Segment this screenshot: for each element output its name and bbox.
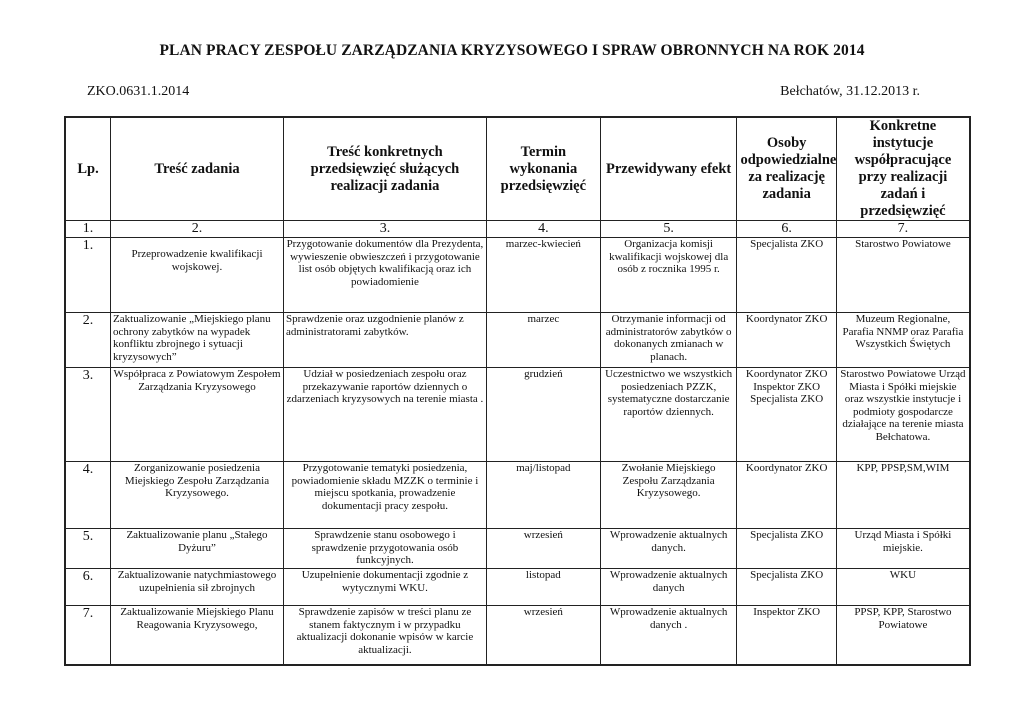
row-term: listopad [486, 569, 600, 606]
row-lp: 5. [65, 529, 111, 569]
row-effect: Organizacja komisji kwalifikacji wojskowej dla osób z rocznika 1995 r. [600, 238, 737, 313]
header-effect: Przewidywany efekt [600, 117, 737, 221]
header-institutions: Konkretne instytucje współpracujące przy realizacji zadań i przedsięwzięć [836, 117, 970, 221]
column-number: 5. [600, 221, 737, 238]
row-effect: Wprowadzenie aktualnych danych . [600, 606, 737, 666]
table-row [65, 462, 970, 529]
row-term: maj/listopad [486, 462, 600, 529]
column-number: 4. [486, 221, 600, 238]
row-effect: Zwołanie Miejskiego Zespołu Zarządzania Kryzysowego. [600, 462, 737, 529]
row-lp: 3. [65, 368, 111, 462]
row-term: marzec-kwiecień [486, 238, 600, 313]
row-actions: Przygotowanie dokumentów dla Prezydenta, wywieszenie obwieszczeń i przygotowanie list osób objętych kwalifikacją oraz ich powiadomienie [283, 238, 486, 313]
column-number: 6. [737, 221, 836, 238]
row-institutions: KPP, PPSP,SM,WIM [836, 462, 970, 529]
row-task: Przeprowadzenie kwalifikacji wojskowej. [111, 238, 284, 313]
table-row [65, 569, 970, 606]
document-title: PLAN PRACY ZESPOŁU ZARZĄDZANIA KRYZYSOWEGO I SPRAW OBRONNYCH NA ROK 2014 [159, 42, 865, 59]
row-task: Zaktualizowanie Miejskiego Planu Reagowania Kryzysowego, [111, 606, 284, 666]
row-actions: Sprawdzenie stanu osobowego i sprawdzenie przygotowania osób funkcyjnych. [283, 529, 486, 569]
table-row [65, 606, 970, 666]
place-date: Bełchatów, 31.12.2013 r. [780, 84, 920, 99]
row-effect: Wprowadzenie aktualnych danych. [600, 529, 737, 569]
header-row [65, 117, 970, 221]
row-lp: 4. [65, 462, 111, 529]
row-persons: Koordynator ZKO [737, 462, 836, 529]
work-plan-table [64, 116, 971, 666]
row-institutions: Urząd Miasta i Spółki miejskie. [836, 529, 970, 569]
row-effect: Otrzymanie informacji od administratorów zabytków o dokonanych zmianach w planach. [600, 313, 737, 368]
header-term: Termin wykonania przedsięwzięć [486, 117, 600, 221]
row-task: Zaktualizowanie „Miejskiego planu ochrony zabytków na wypadek konfliktu zbrojnego i sytuacji kryzysowych” [111, 313, 284, 368]
row-lp: 1. [65, 238, 111, 313]
row-actions: Sprawdzenie zapisów w treści planu ze stanem faktycznym i w przypadku aktualizacji dokonanie wpisów w karcie aktualizacji. [283, 606, 486, 666]
row-persons: Specjalista ZKO [737, 529, 836, 569]
row-effect: Uczestnictwo we wszystkich posiedzeniach PZZK, systematyczne dostarczanie raportów dziennych. [600, 368, 737, 462]
row-lp: 2. [65, 313, 111, 368]
row-task: Zorganizowanie posiedzenia Miejskiego Zespołu Zarządzania Kryzysowego. [111, 462, 284, 529]
row-institutions: WKU [836, 569, 970, 606]
row-term: marzec [486, 313, 600, 368]
document-reference: ZKO.0631.1.2014 [87, 84, 190, 99]
row-lp: 7. [65, 606, 111, 666]
row-persons: Koordynator ZKO [737, 313, 836, 368]
header-lp: Lp. [65, 117, 111, 221]
row-term: grudzień [486, 368, 600, 462]
row-institutions: Muzeum Regionalne, Parafia NNMP oraz Parafia Wszystkich Świętych [836, 313, 970, 368]
table-row [65, 313, 970, 368]
row-task: Współpraca z Powiatowym Zespołem Zarządzania Kryzysowego [111, 368, 284, 462]
column-number: 1. [65, 221, 111, 238]
row-task: Zaktualizowanie natychmiastowego uzupełnienia sił zbrojnych [111, 569, 284, 606]
header-task: Treść zadania [111, 117, 284, 221]
row-actions: Udział w posiedzeniach zespołu oraz przekazywanie raportów dziennych o zdarzeniach kryzysowych na terenie miasta . [283, 368, 486, 462]
table-row [65, 529, 970, 569]
row-task: Zaktualizowanie planu „Stałego Dyżuru” [111, 529, 284, 569]
row-persons: Specjalista ZKO [737, 569, 836, 606]
row-institutions: PPSP, KPP, Starostwo Powiatowe [836, 606, 970, 666]
row-actions: Przygotowanie tematyki posiedzenia, powiadomienie składu MZZK o terminie i miejscu spotkania, prowadzenie dokumentacji pracy zespołu. [283, 462, 486, 529]
row-term: wrzesień [486, 529, 600, 569]
header-actions: Treść konkretnych przedsięwzięć służących realizacji zadania [283, 117, 486, 221]
row-actions: Sprawdzenie oraz uzgodnienie planów z administratorami zabytków. [283, 313, 486, 368]
row-institutions: Starostwo Powiatowe [836, 238, 970, 313]
row-institutions: Starostwo Powiatowe Urząd Miasta i Spółki miejskie oraz wszystkie instytucje i podmioty gospodarcze działające na terenie miasta Bełchatowa. [836, 368, 970, 462]
row-persons: Koordynator ZKO Inspektor ZKO Specjalista ZKO [737, 368, 836, 462]
header-persons: Osoby odpowiedzialne za realizację zadania [737, 117, 836, 221]
row-persons: Specjalista ZKO [737, 238, 836, 313]
column-number: 7. [836, 221, 970, 238]
row-actions: Uzupełnienie dokumentacji zgodnie z wytycznymi WKU. [283, 569, 486, 606]
column-number: 2. [111, 221, 284, 238]
table-row [65, 368, 970, 462]
table-row [65, 238, 970, 313]
row-term: wrzesień [486, 606, 600, 666]
column-number-row [65, 221, 970, 238]
column-number: 3. [283, 221, 486, 238]
row-persons: Inspektor ZKO [737, 606, 836, 666]
row-effect: Wprowadzenie aktualnych danych [600, 569, 737, 606]
row-lp: 6. [65, 569, 111, 606]
